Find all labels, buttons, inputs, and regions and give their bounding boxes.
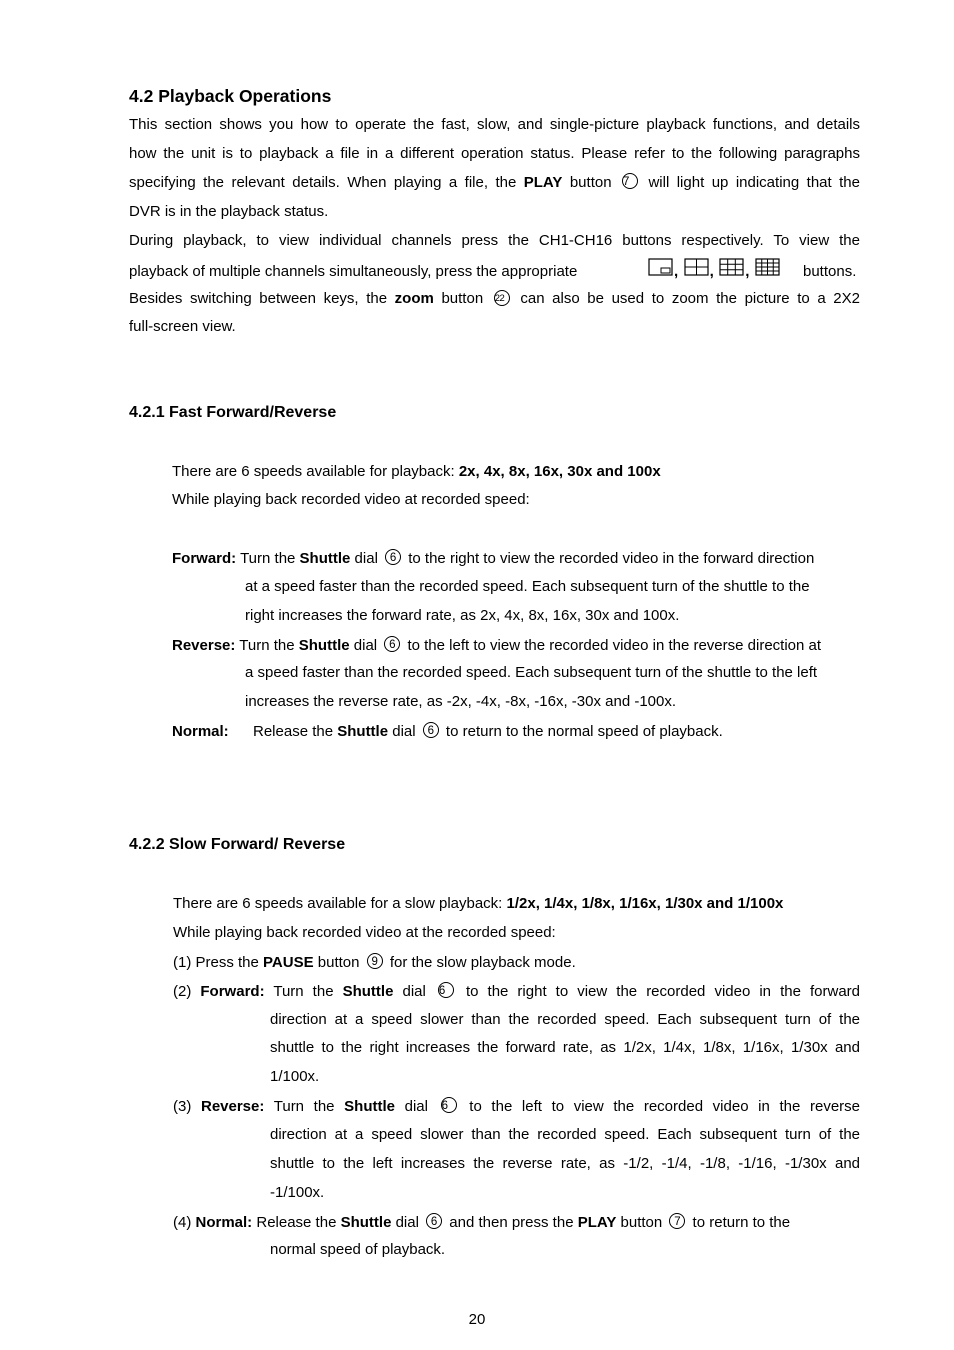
section-title-4-2-2: 4.2.2 Slow Forward/ Reverse <box>129 836 346 853</box>
text: button <box>313 954 364 971</box>
quad-view-icon <box>684 258 709 276</box>
text: button <box>562 174 619 191</box>
para-line: shuttle to the left increases the reverse rate, as -1/2, -1/4, -1/8, -1/16, -1/30x and <box>270 1155 860 1172</box>
section-title-4-2-1: 4.2.1 Fast Forward/Reverse <box>129 404 337 421</box>
reverse-label: Reverse: <box>200 1098 265 1115</box>
para-line <box>172 636 821 656</box>
para-line <box>172 722 229 742</box>
text: (1) Press the <box>173 954 264 971</box>
circled-number-icon: 6 <box>384 636 400 652</box>
reverse-label: Reverse: <box>172 637 236 654</box>
circled-number-icon: 22 <box>494 290 510 306</box>
text: can also be used to zoom the picture to a 2X2 <box>512 290 860 307</box>
text: and then press the <box>445 1214 578 1231</box>
para-line <box>173 1213 790 1233</box>
para-line: increases the reverse rate, as -2x, -4x, -8x, -16x, -30x and -100x. <box>245 693 677 710</box>
shuttle-label: Shuttle <box>342 983 394 1000</box>
para-line <box>253 722 723 742</box>
para-line: This section shows you how to operate the fast, slow, and single-picture playback functions, and details <box>129 116 860 133</box>
text: Release the <box>252 1214 341 1231</box>
forward-label: Forward: <box>172 550 237 567</box>
shuttle-label: Shuttle <box>337 723 389 740</box>
para-line: While playing back recorded video at recorded speed: <box>172 491 530 508</box>
text: dial <box>349 637 382 654</box>
speed-list: 2x, 4x, 8x, 16x, 30x and 100x <box>458 463 661 480</box>
play-label: PLAY <box>523 174 563 191</box>
para-line <box>129 289 860 309</box>
circled-number-icon: 6 <box>441 1097 457 1113</box>
para-line: how the unit is to playback a file in a different operation status. Please refer to the following paragraphs <box>129 145 860 162</box>
text: Turn the <box>235 637 299 654</box>
nine-view-icon <box>719 258 744 276</box>
circled-number-icon: 9 <box>367 953 383 969</box>
text: dial <box>393 983 426 1000</box>
para-line <box>173 894 783 914</box>
text: Turn the <box>264 983 343 1000</box>
circled-number-icon: 6 <box>426 1213 442 1229</box>
para-line <box>173 953 576 973</box>
sixteen-view-icon <box>755 258 780 276</box>
text: Besides switching between keys, the <box>129 290 395 307</box>
shuttle-label: Shuttle <box>298 637 350 654</box>
para-line: at a speed faster than the recorded speed. Each subsequent turn of the shuttle to the <box>245 578 810 595</box>
para-line <box>172 549 814 569</box>
normal-label: Normal: <box>172 723 229 740</box>
split-view-icons: , , , <box>647 258 781 280</box>
text: will light up indicating that the <box>641 174 860 191</box>
para-line: right increases the forward rate, as 2x, 4x, 8x, 16x, 30x and 100x. <box>245 607 680 624</box>
text: (4) <box>173 1214 196 1231</box>
text: to return to the <box>688 1214 791 1231</box>
text: dial <box>391 1214 424 1231</box>
para-line: full-screen view. <box>129 318 236 335</box>
shuttle-label: Shuttle <box>299 550 351 567</box>
text: button <box>433 290 491 307</box>
speed-list: 1/2x, 1/4x, 1/8x, 1/16x, 1/30x and 1/100x <box>506 895 784 912</box>
play-label: PLAY <box>577 1214 617 1231</box>
circled-number-icon: 6 <box>385 549 401 565</box>
text: to return to the normal speed of playback. <box>441 723 723 740</box>
para-line: a speed faster than the recorded speed. Each subsequent turn of the shuttle to the left <box>245 664 818 681</box>
para-line: -1/100x. <box>270 1184 325 1201</box>
page-number: 20 <box>468 1311 486 1328</box>
para-line: direction at a speed slower than the recorded speed. Each subsequent turn of the <box>270 1126 860 1143</box>
text: Turn the <box>264 1098 345 1115</box>
circled-number-icon: 7 <box>669 1213 685 1229</box>
text: dial <box>395 1098 428 1115</box>
text: dial <box>388 723 420 740</box>
forward-label: Forward: <box>200 983 265 1000</box>
text: Release the <box>253 723 338 740</box>
circled-number-icon: 6 <box>438 982 454 998</box>
shuttle-label: Shuttle <box>344 1098 395 1115</box>
para-line <box>172 462 661 482</box>
para-line: direction at a speed slower than the recorded speed. Each subsequent turn of the <box>270 1011 860 1028</box>
text: button <box>616 1214 667 1231</box>
single-view-icon <box>648 258 673 276</box>
para-line: buttons. <box>803 263 857 280</box>
text: There are 6 speeds available for playback: <box>172 463 459 480</box>
text: for the slow playback mode. <box>385 954 576 971</box>
para-line: playback of multiple channels simultaneously, press the appropriate <box>129 263 578 280</box>
para-line: shuttle to the right increases the forward rate, as 1/2x, 1/4x, 1/8x, 1/16x, 1/30x and <box>270 1039 860 1056</box>
text: specifying the relevant details. When playing a file, the <box>129 174 524 191</box>
text: dial <box>350 550 383 567</box>
text: to the left to view the recorded video in the reverse direction at <box>403 637 822 654</box>
shuttle-label: Shuttle <box>340 1214 392 1231</box>
text: Turn the <box>236 550 300 567</box>
text: to the left to view the recorded video in the reverse <box>469 1098 860 1115</box>
para-line <box>129 173 860 193</box>
text: to the right to view the recorded video in the forward direction <box>404 550 815 567</box>
para-line: While playing back recorded video at the recorded speed: <box>173 924 556 941</box>
circled-number-icon: 6 <box>423 722 439 738</box>
para-line: DVR is in the playback status. <box>129 203 329 220</box>
text: (2) <box>173 983 201 1000</box>
text: (3) <box>173 1098 201 1115</box>
para-line <box>173 1097 860 1117</box>
para-line: 1/100x. <box>270 1068 320 1085</box>
para-line: normal speed of playback. <box>270 1241 446 1258</box>
para-line: During playback, to view individual channels press the CH1-CH16 buttons respectively. To view the <box>129 232 860 249</box>
circled-number-icon: 7 <box>622 173 638 189</box>
zoom-label: zoom <box>394 290 434 307</box>
text: to the right to view the recorded video in the forward <box>465 983 861 1000</box>
section-title-4-2: 4.2 Playback Operations <box>129 86 332 106</box>
pause-label: PAUSE <box>263 954 314 971</box>
text: There are 6 speeds available for a slow playback: <box>173 895 507 912</box>
para-line <box>173 982 860 1002</box>
normal-label: Normal: <box>195 1214 253 1231</box>
